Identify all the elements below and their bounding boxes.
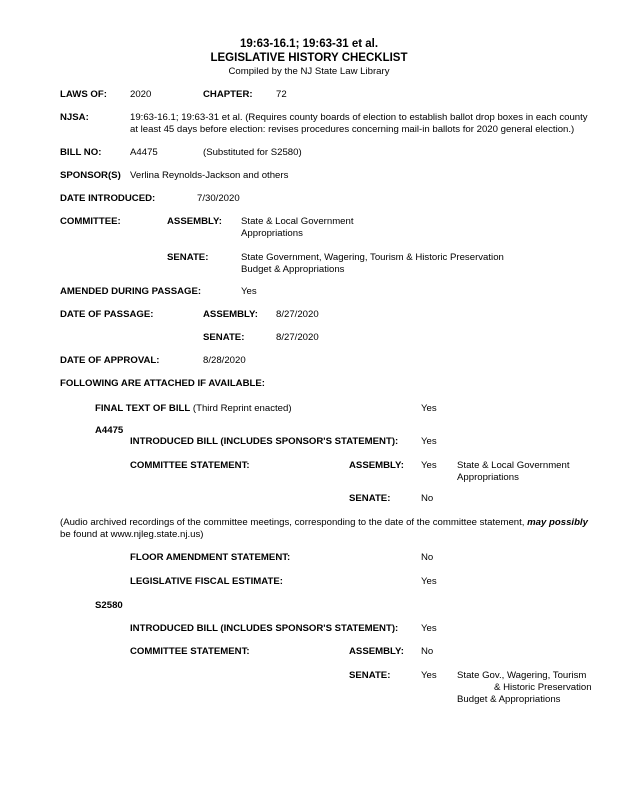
compiled-by: Compiled by the NJ State Law Library (228, 66, 390, 77)
committee-assembly-label: ASSEMBLY: (167, 216, 222, 227)
a4475-committee-statement-label: COMMITTEE STATEMENT: (130, 460, 250, 471)
s2580-senate-label: SENATE: (349, 670, 391, 681)
njsa-label: NJSA: (60, 112, 89, 123)
a4475-assembly-committee-2: Appropriations (457, 472, 519, 483)
a4475-assembly-label: ASSEMBLY: (349, 460, 404, 471)
page-title: LEGISLATIVE HISTORY CHECKLIST (210, 52, 408, 64)
s2580-introduced-label: INTRODUCED BILL (INCLUDES SPONSOR'S STATEMENT): (130, 623, 399, 634)
laws-of-value: 2020 (130, 89, 152, 100)
final-text-value: Yes (421, 403, 437, 414)
approval-value: 8/28/2020 (203, 355, 246, 366)
final-text-note: (Third Reprint enacted) (192, 403, 292, 414)
audio-note-emphasis: may possibly (527, 517, 588, 528)
a4475-assembly-committee-1: State & Local Government (457, 460, 570, 471)
chapter-value: 72 (276, 89, 287, 100)
audio-note-line-2: be found at www.njleg.state.nj.us) (60, 529, 204, 540)
bill-no-value: A4475 (130, 147, 158, 158)
fiscal-estimate-label: LEGISLATIVE FISCAL ESTIMATE: (130, 576, 283, 587)
a4475-senate-value: No (421, 493, 434, 504)
s2580-assembly-label: ASSEMBLY: (349, 646, 404, 657)
s2580-senate-committee-1: State Gov., Wagering, Tourism (457, 670, 587, 681)
floor-amendment-label: FLOOR AMENDMENT STATEMENT: (130, 552, 291, 563)
passage-senate-value: 8/27/2020 (276, 332, 319, 343)
audio-note-line-1 (60, 517, 588, 529)
a4475-introduced-value: Yes (421, 436, 437, 447)
fiscal-estimate-value: Yes (421, 576, 437, 587)
committee-senate-line-2: Budget & Appropriations (241, 264, 345, 275)
committee-senate-label: SENATE: (167, 252, 209, 263)
a4475-senate-label: SENATE: (349, 493, 391, 504)
njsa-line-1: 19:63-16.1; 19:63-31 et al. (Requires county boards of election to establish ballot drop boxes in each county (130, 112, 588, 123)
sponsor-value: Verlina Reynolds-Jackson and others (130, 170, 289, 181)
s2580-senate-committee-2: & Historic Preservation (494, 682, 592, 693)
s2580-senate-committee-3: Budget & Appropriations (457, 694, 561, 705)
committee-assembly-line-2: Appropriations (241, 228, 303, 239)
audio-note-text: (Audio archived recordings of the committee meetings, corresponding to the date of the committee statement, (60, 517, 528, 528)
s2580-introduced-value: Yes (421, 623, 437, 634)
citation-heading: 19:63-16.1; 19:63-31 et al. (239, 38, 379, 50)
bill-no-label: BILL NO: (60, 147, 102, 158)
committee-senate-line-1: State Government, Wagering, Tourism & Historic Preservation (241, 252, 504, 263)
amended-label: AMENDED DURING PASSAGE: (60, 286, 202, 297)
laws-of-label: LAWS OF: (60, 89, 107, 100)
s2580-senate-value: Yes (421, 670, 437, 681)
sponsor-label: SPONSOR(S) (60, 170, 121, 181)
passage-senate-label: SENATE: (203, 332, 245, 343)
s2580-committee-statement-label: COMMITTEE STATEMENT: (130, 646, 250, 657)
committee-assembly-line-1: State & Local Government (241, 216, 354, 227)
amended-value: Yes (241, 286, 257, 297)
final-text-row (95, 403, 292, 415)
s2580-heading: S2580 (95, 600, 123, 611)
a4475-assembly-value: Yes (421, 460, 437, 471)
date-introduced-value: 7/30/2020 (197, 193, 240, 204)
s2580-assembly-value: No (421, 646, 434, 657)
substituted-note: (Substituted for S2580) (203, 147, 302, 158)
floor-amendment-value: No (421, 552, 434, 563)
a4475-heading: A4475 (95, 425, 124, 436)
passage-assembly-value: 8/27/2020 (276, 309, 319, 320)
date-introduced-label: DATE INTRODUCED: (60, 193, 156, 204)
chapter-label: CHAPTER: (203, 89, 253, 100)
approval-label: DATE OF APPROVAL: (60, 355, 160, 366)
attached-heading: FOLLOWING ARE ATTACHED IF AVAILABLE: (60, 378, 265, 389)
a4475-introduced-label: INTRODUCED BILL (INCLUDES SPONSOR'S STATEMENT): (130, 436, 399, 447)
njsa-line-2: at least 45 days before election: revises procedures concerning mail-in ballots for 2020 general election.) (130, 124, 575, 135)
passage-label: DATE OF PASSAGE: (60, 309, 154, 320)
committee-label: COMMITTEE: (60, 216, 121, 227)
final-text-label: FINAL TEXT OF BILL (95, 403, 191, 414)
passage-assembly-label: ASSEMBLY: (203, 309, 258, 320)
